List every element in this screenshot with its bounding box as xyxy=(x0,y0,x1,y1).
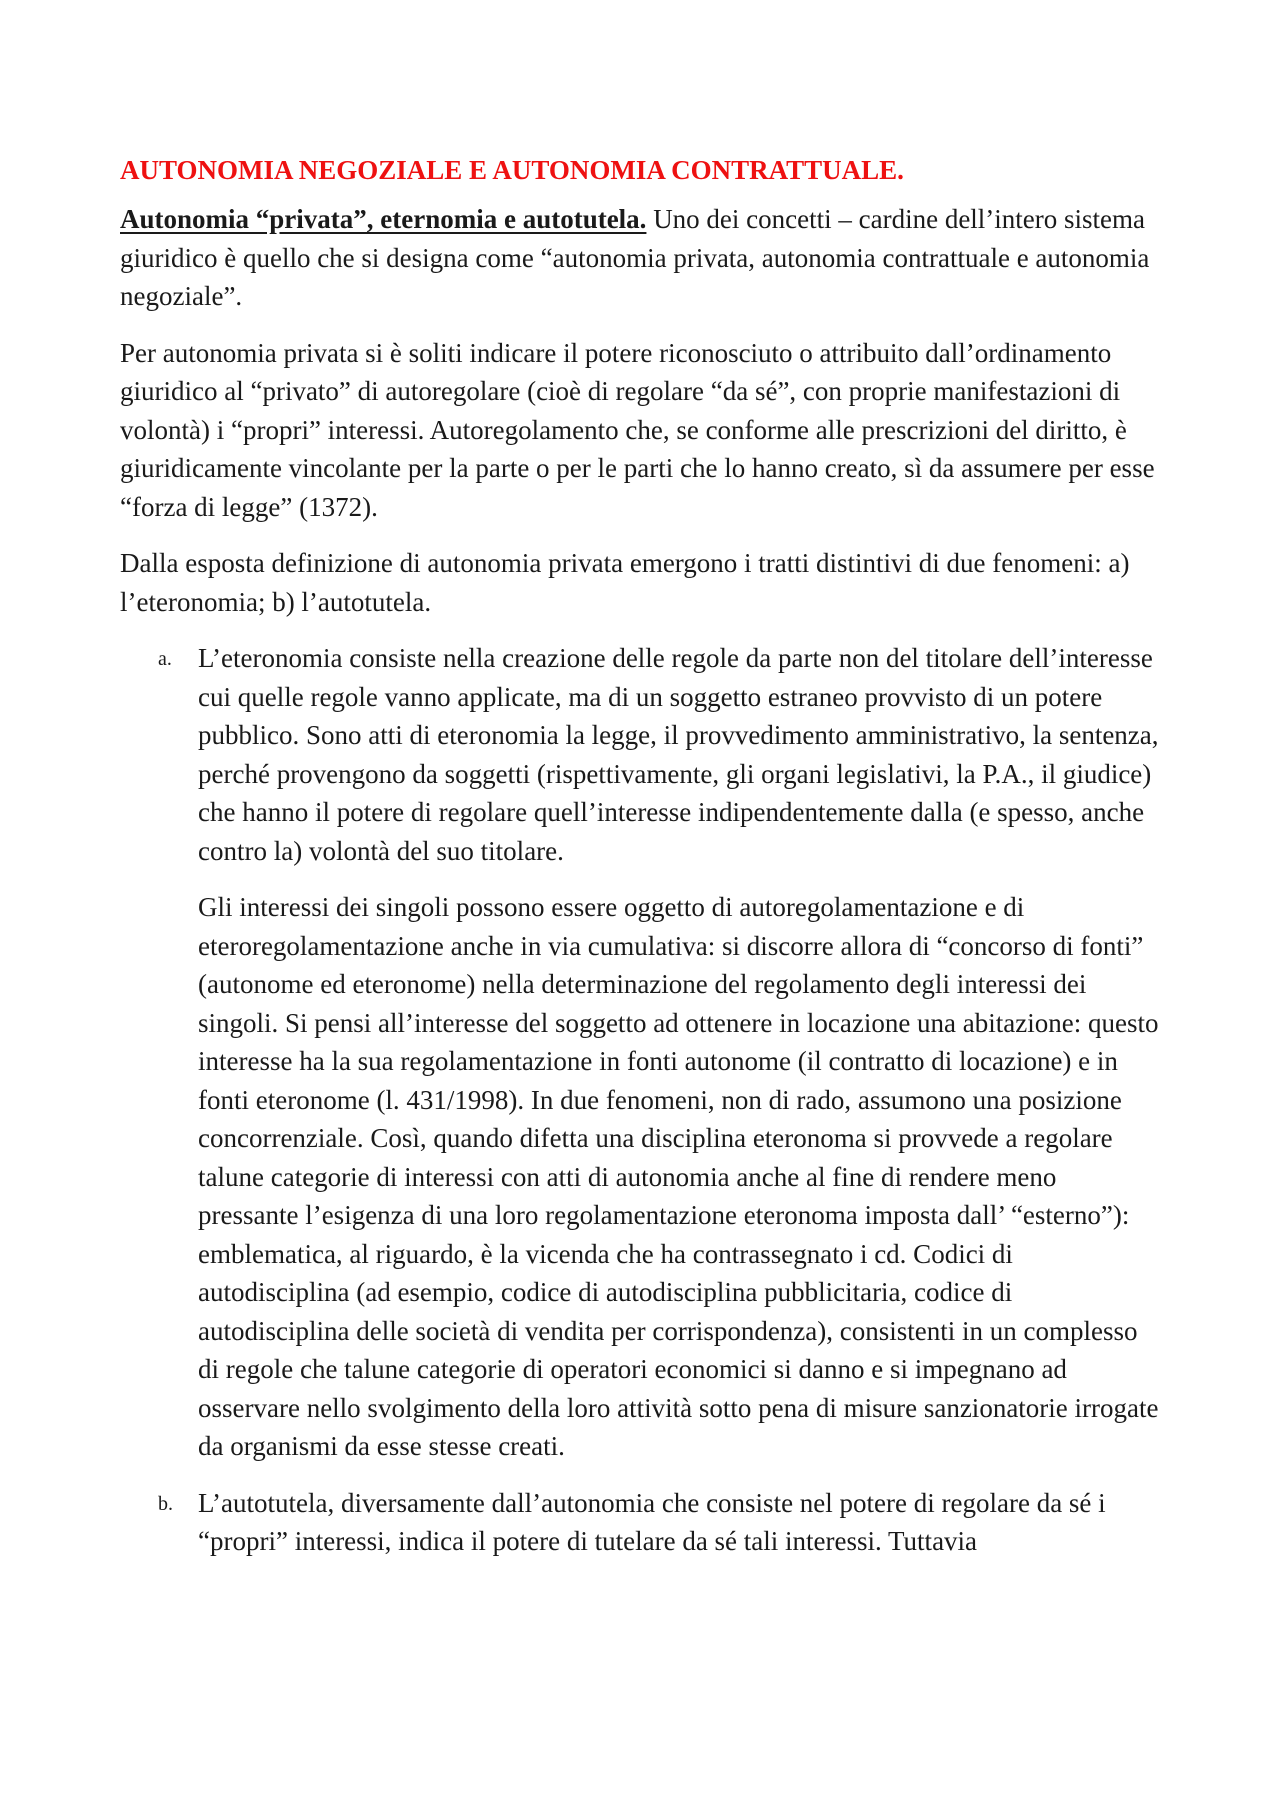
document-page xyxy=(120,150,1160,1579)
intro-lead: Autonomia “privata”, eternomia e autotutela. xyxy=(120,204,647,234)
body-paragraph: Dalla esposta definizione di autonomia privata emergono i tratti distintivi di due fenomeni: a) l’eteronomia; b) l’autotutela. xyxy=(120,548,1130,617)
document-title: AUTONOMIA NEGOZIALE E AUTONOMIA CONTRATTUALE. xyxy=(120,155,904,185)
list-item-paragraph: Gli interessi dei singoli possono essere oggetto di autoregolamentazione e di eteroregolamentazione anche in via cumulativa: si discorre allora di “concorso di fonti” (autonome ed eteronome) nella determinazione del regolamento degli interessi dei singoli. Si pensi all’interesse del soggetto ad ottenere in locazione una abitazione: questo interesse ha la sua regolamentazione in fonti autonome (il contratto di locazione) e in fonti eteronome (l. 431/1998). In due fenomeni, non di rado, assumono una posizione concorrenziale. Così, quando difetta una disciplina eteronoma si provvede a regolare talune categorie di interessi con atti di autonomia anche al fine di rendere meno pressante l’esigenza di una loro regolamentazione eteronoma imposta dall’ “esterno”): emblematica, al riguardo, è la vicenda che ha contrassegnato i cd. Codici di autodisciplina (ad esempio, codice di autodisciplina pubblicitaria, codice di autodisciplina delle società di vendita per corrispondenza), consistenti in un complesso di regole che talune categorie di operatori economici si danno e si impegnano ad osservare nello svolgimento della loro attività sotto pena di misure sanzionatorie irrogate da organismi da esse stesse creati. xyxy=(198,892,1159,1461)
intro-text: Uno dei concetti – cardine dell’intero sistema giuridico è quello che si designa come “autonomia privata, autonomia contrattuale e autonomia negoziale”. xyxy=(120,204,1150,311)
list-marker: b. xyxy=(158,1492,173,1515)
body-paragraph: Per autonomia privata si è soliti indicare il potere riconosciuto o attribuito dall’ordinamento giuridico al “privato” di autoregolare (cioè di regolare “da sé”, con proprie manifestazioni di volontà) i “propri” interessi. Autoregolamento che, se conforme alle prescrizioni del diritto, è giuridicamente vincolante per la parte o per le parti che lo hanno creato, sì da assumere per esse “forza di legge” (1372). xyxy=(120,337,1155,522)
intro-paragraph xyxy=(120,200,1160,316)
list-item-paragraph: L’eteronomia consiste nella creazione delle regole da parte non del titolare dell’interesse cui quelle regole vanno applicate, ma di un soggetto estraneo provvisto di un potere pubblico. Sono atti di eteronomia la legge, il provvedimento amministrativo, la sentenza, perché provengono da soggetti (rispettivamente, gli organi legislativi, la P.A., il giudice) che hanno il potere di regolare quell’interesse indipendentemente dalla (e spesso, anche contro la) volontà del suo titolare. xyxy=(198,643,1159,866)
list-item-b xyxy=(120,1484,1160,1561)
lettered-list xyxy=(120,639,1160,1561)
list-item-a xyxy=(120,639,1160,1466)
list-marker: a. xyxy=(158,648,172,670)
list-item-paragraph: L’autotutela, diversamente dall’autonomia che consiste nel potere di regolare da sé i “propri” interessi, indica il potere di tutelare da sé tali interessi. Tuttavia xyxy=(198,1487,1106,1556)
